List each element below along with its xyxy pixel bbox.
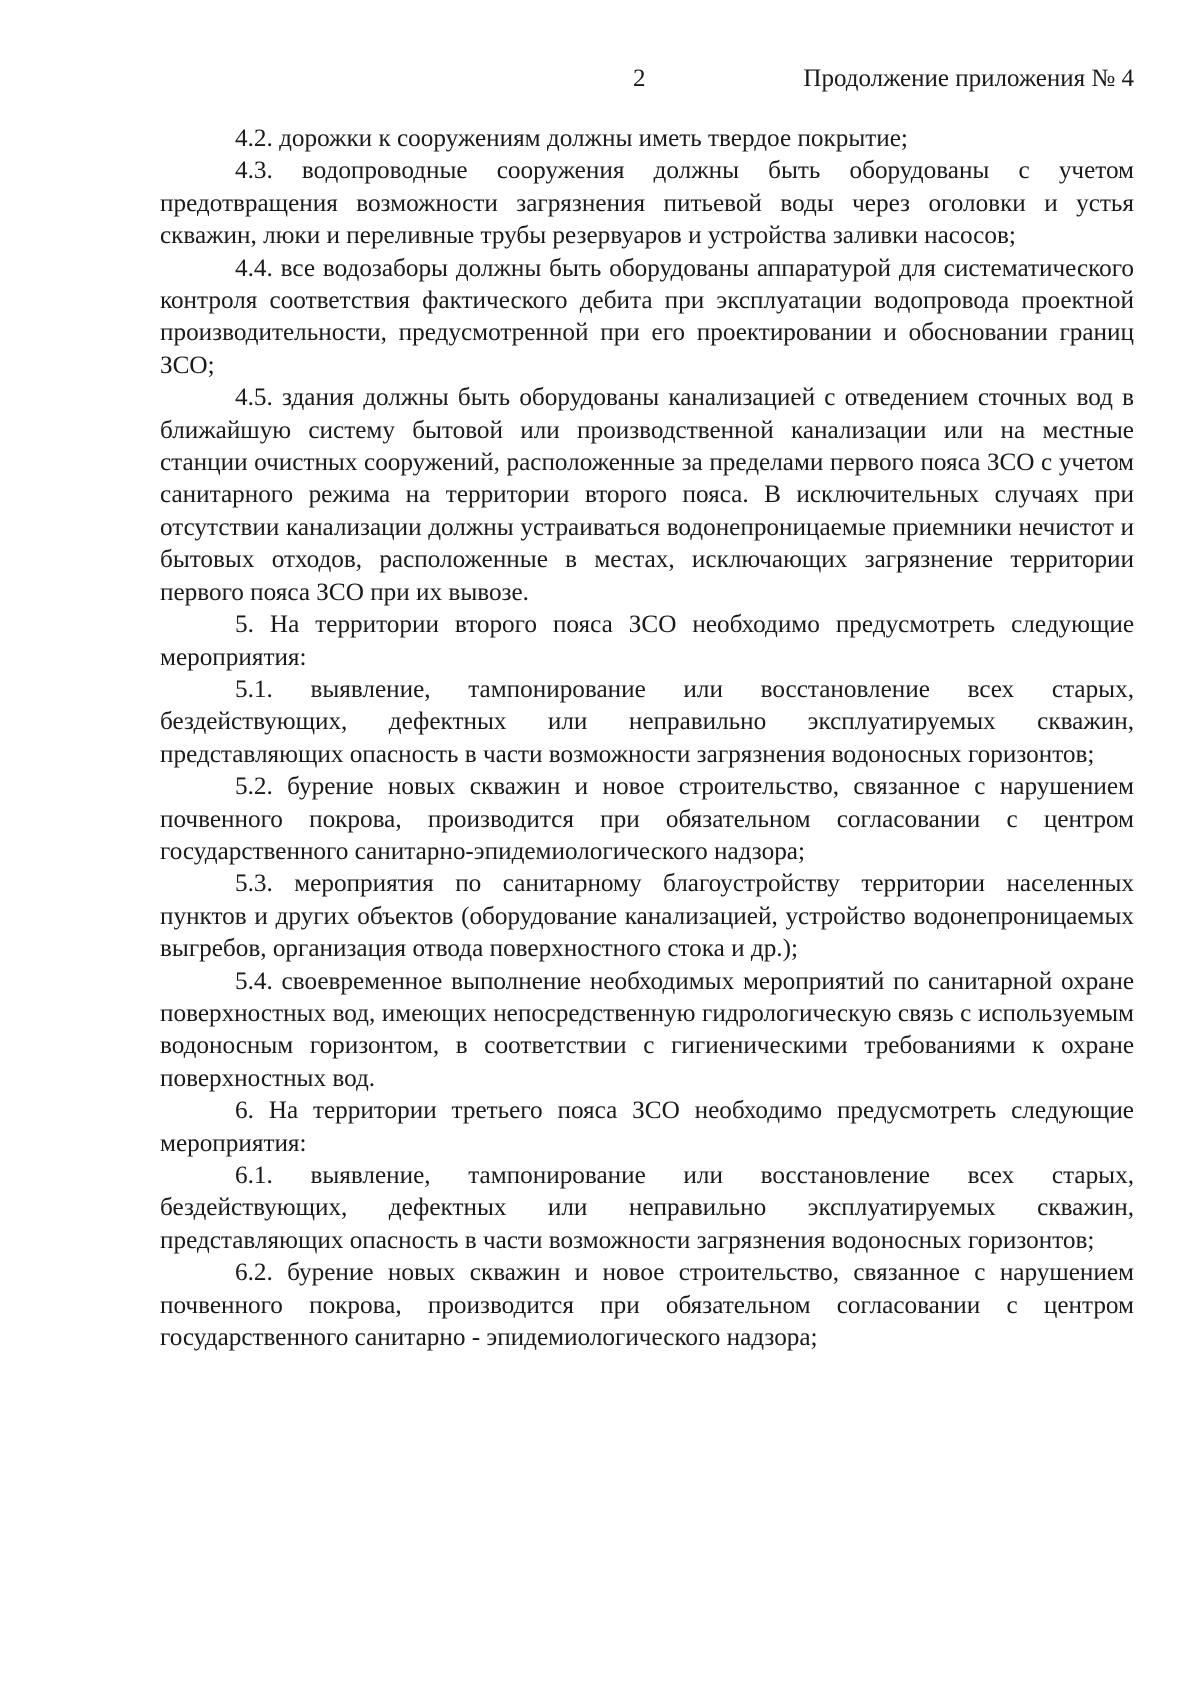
- paragraph-5-4: 5.4. своевременное выполнение необходимых мероприятий по санитарной охране поверхностных вод, имеющих непосредственную гидрологическую связь с используемым водоносным горизонтом, в соответствии с гигиеническими требованиями к охране поверхностных вод.: [160, 967, 1134, 1092]
- paragraph-5-3: 5.3. мероприятия по санитарному благоустройству территории населенных пунктов и других объектов (оборудование канализацией, устройство водонепроницаемых выгребов, организация отвода поверхностного стока и др.);: [160, 870, 1134, 963]
- appendix-label: Продолжение приложения № 4: [803, 65, 1134, 92]
- document-body: [160, 123, 1134, 1354]
- paragraph-4-4: 4.4. все водозаборы должны быть оборудованы аппаратурой для систематического контроля соответствия фактического дебита при эксплуатации водопровода проектной производительности, предусмотренной при его проектировании и обосновании границ ЗСО;: [160, 254, 1134, 379]
- paragraph-6-1: 6.1. выявление, тампонирование или восстановление всех старых, бездействующих, дефектных или неправильно эксплуатируемых скважин, представляющих опасность в части возможности загрязнения водоносных горизонтов;: [160, 1162, 1134, 1254]
- paragraph-4-2: 4.2. дорожки к сооружениям должны иметь твердое покрытие;: [235, 125, 908, 152]
- paragraph-4-3: 4.3. водопроводные сооружения должны быть оборудованы с учетом предотвращения возможности загрязнения питьевой воды через оголовки и устья скважин, люки и переливные трубы резервуаров и устройства заливки насосов;: [160, 157, 1134, 250]
- paragraph-4-5: 4.5. здания должны быть оборудованы канализацией с отведением сточных вод в ближайшую систему бытовой или производственной канализации или на местные станции очистных сооружений, расположенные за пределами первого пояса ЗСО с учетом санитарного режима на территории второго пояса. В исключительных случаях при отсутствии канализации должны устраиваться водонепроницаемые приемники нечистот и бытовых отходов, расположенные в местах, исключающих загрязнение территории первого пояса ЗСО при их вывозе.: [160, 384, 1134, 606]
- paragraph-5-1: 5.1. выявление, тампонирование или восстановление всех старых, бездействующих, дефектных или неправильно эксплуатируемых скважин, представляющих опасность в части возможности загрязнения водоносных горизонтов;: [160, 675, 1134, 768]
- paragraph-6-2: 6.2. бурение новых скважин и новое строительство, связанное с нарушением почвенного покрова, производится при обязательном согласовании с центром государственного санитарно - эпидемиологического надзора;: [160, 1259, 1134, 1352]
- page-header: [160, 62, 1134, 96]
- paragraph-5-2: 5.2. бурение новых скважин и новое строительство, связанное с нарушением почвенного покрова, производится при обязательном согласовании с центром государственного санитарно-эпидемиологического надзора;: [160, 773, 1134, 865]
- paragraph-6: 6. На территории третьего пояса ЗСО необходимо предусмотреть следующие мероприятия:: [160, 1097, 1134, 1157]
- paragraph-5: 5. На территории второго пояса ЗСО необходимо предусмотреть следующие мероприятия:: [160, 611, 1134, 671]
- page-number: 2: [633, 65, 646, 92]
